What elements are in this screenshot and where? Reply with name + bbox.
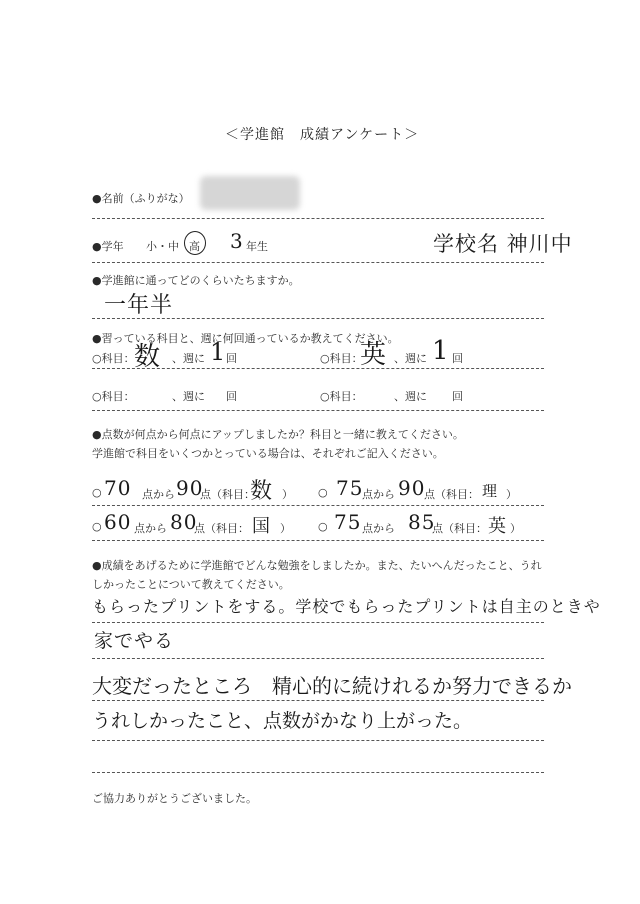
score-to: 90 — [398, 476, 426, 500]
week-label: 、週に — [394, 352, 427, 365]
effort-line — [92, 700, 544, 701]
scores-question: ●点数が何点から何点にアップしましたか？科目と一緒に教えてください。 — [92, 428, 464, 441]
grade-label: ●学年 — [92, 240, 124, 253]
week-label: 、週に — [394, 390, 427, 403]
effort-question: ●成績をあげるために学進館でどんな勉強をしましたか。また、たいへんだったこと、うれ — [92, 559, 542, 572]
duration-line — [92, 318, 544, 319]
score-to-label: 点（科目： — [200, 488, 255, 501]
score-subject: 国 — [252, 516, 271, 537]
effort-answer-line: うれしかったこと、点数がかなり上がった。 — [92, 710, 473, 732]
subject-value: 数 — [134, 342, 162, 372]
score-from-label: 点から — [134, 522, 167, 535]
subjects-line — [92, 410, 544, 411]
subject-prefix: ○科目： — [320, 352, 363, 365]
week-label: 、週に — [172, 352, 205, 365]
score-from-label: 点から — [362, 488, 395, 501]
week-count: 1 — [210, 338, 227, 366]
subject-value: 英 — [360, 340, 388, 370]
footer-thanks: ご協力ありがとうございました。 — [92, 792, 257, 805]
page-title: ＜学進館 成績アンケート＞ — [225, 127, 420, 143]
score-to: 80 — [170, 510, 198, 534]
score-from: 75 — [334, 510, 362, 534]
effort-line — [92, 772, 544, 773]
scores-line — [92, 540, 544, 541]
score-to: 90 — [176, 476, 204, 500]
grade-selected: 高 — [189, 240, 200, 253]
effort-line — [92, 658, 544, 659]
score-bullet: ○ — [92, 520, 102, 533]
score-from: 70 — [104, 476, 132, 500]
score-to-label: 点（科目： — [432, 522, 487, 535]
effort-line — [92, 740, 544, 741]
score-from-label: 点から — [362, 522, 395, 535]
score-subject: 英 — [488, 516, 507, 537]
score-close: ） — [282, 488, 293, 501]
subject-prefix: ○科目： — [320, 390, 363, 403]
redacted-name — [200, 176, 300, 210]
school-types: 小・中 — [146, 240, 179, 253]
score-to-label: 点（科目： — [194, 522, 249, 535]
scores-question: 学進館で科目をいくつかとっている場合は、それぞれご記入ください。 — [92, 447, 444, 460]
subjects-question: ●習っている科目と、週に何回通っているか教えてください。 — [92, 332, 399, 345]
score-from: 60 — [104, 510, 132, 534]
grade-suffix: 年生 — [246, 240, 268, 253]
grade-line — [92, 262, 544, 263]
effort-line — [92, 622, 544, 623]
week-unit: 回 — [452, 352, 463, 365]
name-label: ●名前（ふりがな） — [92, 192, 190, 205]
grade-year: 3 — [230, 229, 244, 253]
duration-answer: 一年半 — [104, 293, 174, 318]
score-from: 75 — [336, 476, 364, 500]
score-bullet: ○ — [318, 520, 328, 533]
week-count: 1 — [432, 336, 450, 366]
school-name: 学校名 神川中 — [433, 232, 573, 256]
effort-answer-line: 家でやる — [94, 630, 175, 652]
week-label: 、週に — [172, 390, 205, 403]
score-close: ） — [506, 488, 517, 501]
effort-question: しかったことについて教えてください。 — [92, 578, 290, 591]
score-to: 85 — [408, 510, 436, 534]
subjects-line — [92, 368, 544, 369]
score-bullet: ○ — [92, 486, 102, 499]
score-close: ） — [280, 522, 291, 535]
score-close: ） — [510, 522, 521, 535]
week-unit: 回 — [452, 390, 463, 403]
score-subject: 理 — [482, 482, 499, 500]
subject-prefix: ○科目： — [92, 352, 135, 365]
score-from-label: 点から — [142, 488, 175, 501]
name-line — [92, 218, 544, 219]
scores-line — [92, 505, 544, 506]
selection-circle — [184, 231, 206, 255]
score-bullet: ○ — [318, 486, 328, 499]
week-unit: 回 — [226, 390, 237, 403]
effort-answer-line: 大変だったところ 精心的に続けれるか努力できるか — [92, 674, 572, 698]
score-subject: 数 — [250, 479, 274, 504]
duration-question: ●学進館に通ってどのくらいたちますか。 — [92, 274, 300, 287]
effort-answer-line: もらったプリントをする。学校でもらったプリントは自主のときや — [92, 597, 601, 616]
subject-prefix: ○科目： — [92, 390, 135, 403]
week-unit: 回 — [226, 352, 237, 365]
score-to-label: 点（科目： — [424, 488, 479, 501]
